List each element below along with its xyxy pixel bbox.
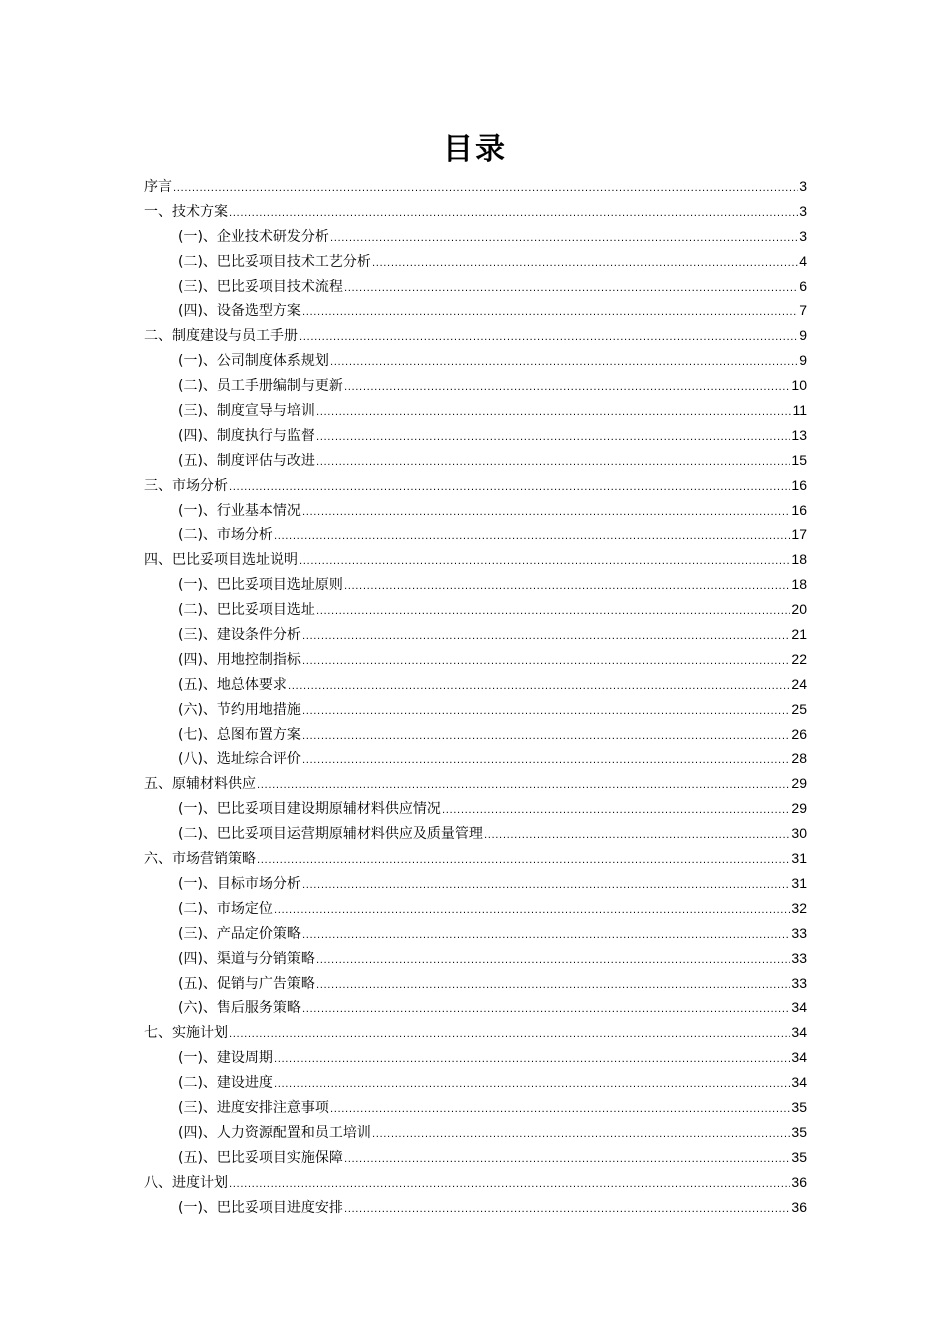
toc-page-number: 3 (799, 227, 807, 244)
toc-dot-leader (316, 433, 790, 443)
toc-subsection-entry[interactable] (144, 498, 807, 523)
toc-subsection-entry[interactable] (144, 722, 807, 747)
toc-section-entry[interactable] (144, 174, 807, 199)
toc-entry-label: (四)、制度执行与监督 (178, 427, 315, 444)
toc-page-number: 21 (791, 626, 807, 643)
toc-dot-leader (316, 458, 790, 468)
toc-dot-leader (229, 1180, 790, 1190)
toc-dot-leader (302, 732, 790, 742)
toc-page-number: 30 (791, 825, 807, 842)
toc-entry-label: (一)、巴比妥项目进度安排 (178, 1199, 343, 1216)
toc-dot-leader (344, 284, 798, 294)
toc-page-number: 10 (791, 377, 807, 394)
toc-list (144, 174, 807, 1219)
toc-page-number: 35 (791, 1123, 807, 1140)
toc-page-number: 33 (791, 974, 807, 991)
toc-subsection-entry[interactable] (144, 921, 807, 946)
toc-page-number: 36 (791, 1198, 807, 1215)
toc-entry-label: (四)、渠道与分销策略 (178, 950, 315, 967)
toc-subsection-entry[interactable] (144, 1070, 807, 1095)
toc-entry-label: (二)、巴比妥项目运营期原辅材料供应及质量管理 (178, 826, 483, 843)
toc-dot-leader (302, 308, 798, 318)
toc-page-number: 29 (791, 775, 807, 792)
toc-subsection-entry[interactable] (144, 1045, 807, 1070)
toc-entry-label: 序言 (144, 179, 172, 195)
toc-dot-leader (302, 632, 790, 642)
toc-page-number: 34 (791, 1024, 807, 1041)
toc-entry-label: (三)、制度宣导与培训 (178, 403, 315, 420)
toc-dot-leader (173, 184, 798, 194)
toc-subsection-entry[interactable] (144, 224, 807, 249)
toc-section-entry[interactable] (144, 1020, 807, 1045)
toc-subsection-entry[interactable] (144, 423, 807, 448)
toc-entry-label: 三、市场分析 (144, 477, 228, 494)
toc-entry-label: (四)、设备选型方案 (178, 303, 301, 320)
toc-entry-label: (一)、目标市场分析 (178, 875, 301, 892)
toc-page-number: 35 (791, 1098, 807, 1115)
toc-entry-label: (一)、行业基本情况 (178, 502, 301, 519)
toc-subsection-entry[interactable] (144, 348, 807, 373)
toc-dot-leader (274, 1055, 790, 1065)
toc-subsection-entry[interactable] (144, 1195, 807, 1220)
toc-dot-leader (299, 557, 790, 567)
toc-page-number: 28 (791, 750, 807, 767)
toc-subsection-entry[interactable] (144, 746, 807, 771)
toc-section-entry[interactable] (144, 846, 807, 871)
toc-subsection-entry[interactable] (144, 522, 807, 547)
toc-entry-label: (二)、巴比妥项目选址 (178, 602, 315, 619)
toc-page-number: 31 (791, 874, 807, 891)
toc-dot-leader (316, 408, 792, 418)
toc-page-number: 33 (791, 949, 807, 966)
toc-dot-leader (372, 1130, 790, 1140)
toc-entry-label: (四)、人力资源配置和员工培训 (178, 1124, 371, 1141)
toc-dot-leader (302, 756, 790, 766)
toc-page-number: 9 (799, 352, 807, 369)
toc-entry-label: (三)、进度安排注意事项 (178, 1099, 329, 1116)
toc-dot-leader (316, 981, 790, 991)
toc-dot-leader (344, 1155, 790, 1165)
toc-dot-leader (302, 881, 790, 891)
toc-dot-leader (257, 856, 790, 866)
toc-dot-leader (229, 209, 798, 219)
toc-entry-label: (六)、售后服务策略 (178, 1000, 301, 1017)
toc-dot-leader (302, 707, 790, 717)
toc-subsection-entry[interactable] (144, 572, 807, 597)
toc-subsection-entry[interactable] (144, 672, 807, 697)
toc-page-number: 33 (791, 924, 807, 941)
toc-section-entry[interactable] (144, 1170, 807, 1195)
toc-entry-label: (一)、巴比妥项目建设期原辅材料供应情况 (178, 801, 441, 818)
toc-page-number: 7 (799, 302, 807, 319)
toc-page-number: 11 (792, 402, 807, 419)
toc-page-number: 4 (799, 252, 807, 269)
toc-entry-label: (三)、建设条件分析 (178, 627, 301, 644)
toc-entry-label: (五)、巴比妥项目实施保障 (178, 1149, 343, 1166)
toc-subsection-entry[interactable] (144, 971, 807, 996)
toc-page-number: 29 (791, 800, 807, 817)
toc-entry-label: (八)、选址综合评价 (178, 751, 301, 768)
toc-dot-leader (344, 582, 790, 592)
toc-subsection-entry[interactable] (144, 647, 807, 672)
toc-entry-label: (五)、促销与广告策略 (178, 975, 315, 992)
toc-entry-label: 六、市场营销策略 (144, 851, 256, 868)
toc-dot-leader (442, 806, 790, 816)
toc-section-entry[interactable] (144, 547, 807, 572)
toc-subsection-entry[interactable] (144, 274, 807, 299)
toc-page-number: 16 (791, 501, 807, 518)
toc-page-number: 16 (791, 476, 807, 493)
toc-dot-leader (484, 831, 790, 841)
toc-dot-leader (288, 682, 790, 692)
toc-entry-label: (二)、员工手册编制与更新 (178, 378, 343, 395)
toc-dot-leader (274, 1080, 790, 1090)
toc-dot-leader (344, 1205, 790, 1215)
toc-page-number: 31 (791, 850, 807, 867)
toc-dot-leader (302, 931, 790, 941)
toc-subsection-entry[interactable] (144, 249, 807, 274)
toc-subsection-entry[interactable] (144, 622, 807, 647)
toc-page-number: 35 (791, 1148, 807, 1165)
toc-page-number: 22 (791, 650, 807, 667)
toc-dot-leader (344, 383, 790, 393)
toc-dot-leader (229, 483, 790, 493)
toc-subsection-entry[interactable] (144, 597, 807, 622)
toc-subsection-entry[interactable] (144, 398, 807, 423)
toc-entry-label: (五)、制度评估与改进 (178, 452, 315, 469)
toc-subsection-entry[interactable] (144, 1095, 807, 1120)
toc-page-number: 24 (791, 675, 807, 692)
toc-subsection-entry[interactable] (144, 946, 807, 971)
toc-page-number: 9 (799, 327, 807, 344)
toc-entry-label: (一)、建设周期 (178, 1050, 273, 1067)
toc-page-number: 34 (791, 999, 807, 1016)
toc-entry-label: (二)、市场定位 (178, 900, 273, 917)
toc-dot-leader (302, 657, 790, 667)
toc-section-entry[interactable] (144, 473, 807, 498)
toc-page-number: 36 (791, 1173, 807, 1190)
toc-page-number: 15 (791, 451, 807, 468)
toc-entry-label: 二、制度建设与员工手册 (144, 328, 298, 345)
toc-page-number: 34 (791, 1074, 807, 1091)
toc-subsection-entry[interactable] (144, 298, 807, 323)
toc-page-number: 6 (799, 277, 807, 294)
toc-entry-label: 八、进度计划 (144, 1174, 228, 1191)
toc-entry-label: (二)、市场分析 (178, 527, 273, 544)
toc-subsection-entry[interactable] (144, 1145, 807, 1170)
toc-entry-label: (二)、建设进度 (178, 1075, 273, 1092)
toc-dot-leader (229, 1030, 790, 1040)
toc-title: 目录 (443, 132, 507, 167)
toc-section-entry[interactable] (144, 323, 807, 348)
toc-subsection-entry[interactable] (144, 796, 807, 821)
toc-entry-label: (五)、地总体要求 (178, 676, 287, 693)
toc-page-number: 3 (799, 202, 807, 219)
toc-dot-leader (274, 906, 790, 916)
toc-subsection-entry[interactable] (144, 871, 807, 896)
toc-subsection-entry[interactable] (144, 821, 807, 846)
toc-page-number: 3 (799, 178, 807, 194)
toc-page-number: 18 (791, 551, 807, 568)
toc-page-number: 34 (791, 1049, 807, 1066)
toc-dot-leader (316, 607, 790, 617)
toc-page-number: 26 (791, 725, 807, 742)
toc-dot-leader (299, 333, 798, 343)
toc-page-number: 25 (791, 700, 807, 717)
toc-subsection-entry[interactable] (144, 1120, 807, 1145)
toc-entry-label: (三)、产品定价策略 (178, 925, 301, 942)
toc-dot-leader (330, 234, 798, 244)
toc-entry-label: (一)、巴比妥项目选址原则 (178, 577, 343, 594)
toc-entry-label: (一)、公司制度体系规划 (178, 353, 329, 370)
toc-entry-label: 五、原辅材料供应 (144, 776, 256, 793)
toc-entry-label: 四、巴比妥项目选址说明 (144, 552, 298, 569)
toc-dot-leader (302, 508, 790, 518)
toc-page-number: 20 (791, 601, 807, 618)
toc-page-number: 32 (791, 899, 807, 916)
toc-dot-leader (316, 956, 790, 966)
toc-entry-label: (一)、企业技术研发分析 (178, 228, 329, 245)
toc-entry-label: (二)、巴比妥项目技术工艺分析 (178, 253, 371, 270)
toc-entry-label: (三)、巴比妥项目技术流程 (178, 278, 343, 295)
toc-entry-label: (六)、节约用地措施 (178, 701, 301, 718)
toc-entry-label: (四)、用地控制指标 (178, 651, 301, 668)
toc-subsection-entry[interactable] (144, 373, 807, 398)
toc-dot-leader (330, 1105, 790, 1115)
toc-dot-leader (302, 1005, 790, 1015)
toc-dot-leader (372, 259, 798, 269)
toc-entry-label: (七)、总图布置方案 (178, 726, 301, 743)
toc-subsection-entry[interactable] (144, 697, 807, 722)
toc-dot-leader (257, 781, 790, 791)
toc-dot-leader (330, 358, 798, 368)
toc-entry-label: 七、实施计划 (144, 1025, 228, 1042)
toc-entry-label: 一、技术方案 (144, 203, 228, 220)
toc-subsection-entry[interactable] (144, 995, 807, 1020)
toc-dot-leader (274, 532, 790, 542)
toc-page-number: 13 (791, 426, 807, 443)
toc-page-number: 18 (791, 576, 807, 593)
toc-page-number: 17 (791, 526, 807, 543)
toc-section-entry[interactable] (144, 771, 807, 796)
toc-section-entry[interactable] (144, 199, 807, 224)
toc-subsection-entry[interactable] (144, 896, 807, 921)
toc-subsection-entry[interactable] (144, 448, 807, 473)
